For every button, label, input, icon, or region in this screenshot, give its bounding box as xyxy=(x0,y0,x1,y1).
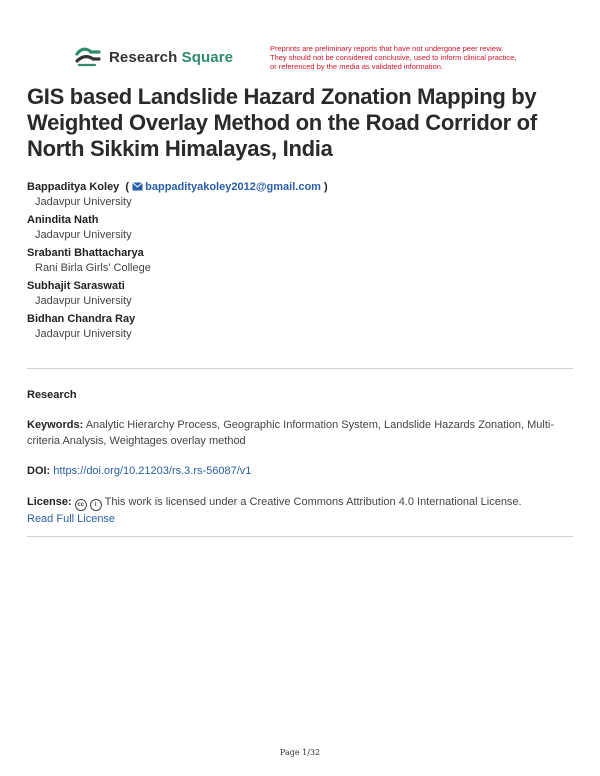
read-full-license-link[interactable]: Read Full License xyxy=(27,513,116,525)
research-square-logo-icon xyxy=(75,47,101,67)
paper-title: GIS based Landslide Hazard Zonation Mapping by Weighted Overlay Method on the Road Corridor of North Sikkim Himalayas, India xyxy=(27,84,537,161)
page-number: Page 1/32 xyxy=(279,748,321,757)
doi-link[interactable]: https://doi.org/10.21203/rs.3.rs-56087/v1 xyxy=(53,465,252,477)
author-item xyxy=(27,279,577,309)
author-name: Anindita Nath xyxy=(27,214,99,226)
author-name: Bidhan Chandra Ray xyxy=(27,313,136,325)
author-item xyxy=(27,180,577,210)
author-name: Bappaditya Koley xyxy=(27,181,120,193)
logo-text-main: Research xyxy=(109,48,178,66)
creative-commons-icon: cc xyxy=(75,499,87,511)
author-affiliation: Rani Birla Girls' College xyxy=(35,262,151,274)
author-affiliation: Jadavpur University xyxy=(35,196,132,208)
author-item xyxy=(27,312,577,342)
research-square-logo[interactable] xyxy=(75,47,233,67)
preprint-notice xyxy=(270,44,540,71)
doi-label: DOI: xyxy=(27,465,51,477)
section-divider xyxy=(27,536,573,537)
license-label: License: xyxy=(27,496,72,508)
notice-line: or referenced by the media as validated information. xyxy=(270,62,444,71)
author-name: Srabanti Bhattacharya xyxy=(27,247,144,259)
keywords xyxy=(27,417,573,449)
license xyxy=(27,494,573,527)
author-item xyxy=(27,246,577,276)
section-divider xyxy=(27,368,573,369)
notice-line: They should not be considered conclusive, used to inform clinical practice, xyxy=(270,53,517,62)
license-text: This work is licensed under a Creative Commons Attribution 4.0 International License. xyxy=(104,496,522,508)
author-name: Subhajit Saraswati xyxy=(27,280,125,292)
logo-text xyxy=(109,49,233,66)
keywords-value: Analytic Hierarchy Process, Geographic Information System, Landslide Hazards Zonation, Multi-criteria Analysis, Weightages overlay method xyxy=(27,419,555,447)
author-email-link[interactable]: bappadityakoley2012@gmail.com xyxy=(145,181,321,193)
author-affiliation: Jadavpur University xyxy=(35,295,132,307)
keywords-label: Keywords: xyxy=(27,419,84,431)
author-list xyxy=(27,180,577,345)
attribution-icon: i xyxy=(90,499,102,511)
notice-line: Preprints are preliminary reports that have not undergone peer review. xyxy=(270,44,504,53)
author-item xyxy=(27,213,577,243)
mail-icon xyxy=(132,182,143,191)
doi xyxy=(27,463,573,479)
author-affiliation: Jadavpur University xyxy=(35,328,132,340)
author-name-line: Bappaditya Koley ( bappadityakoley2012@gmail.com ) xyxy=(27,181,328,193)
article-type: Research xyxy=(27,389,77,401)
author-affiliation: Jadavpur University xyxy=(35,229,132,241)
logo-text-accent: Square xyxy=(181,48,234,66)
